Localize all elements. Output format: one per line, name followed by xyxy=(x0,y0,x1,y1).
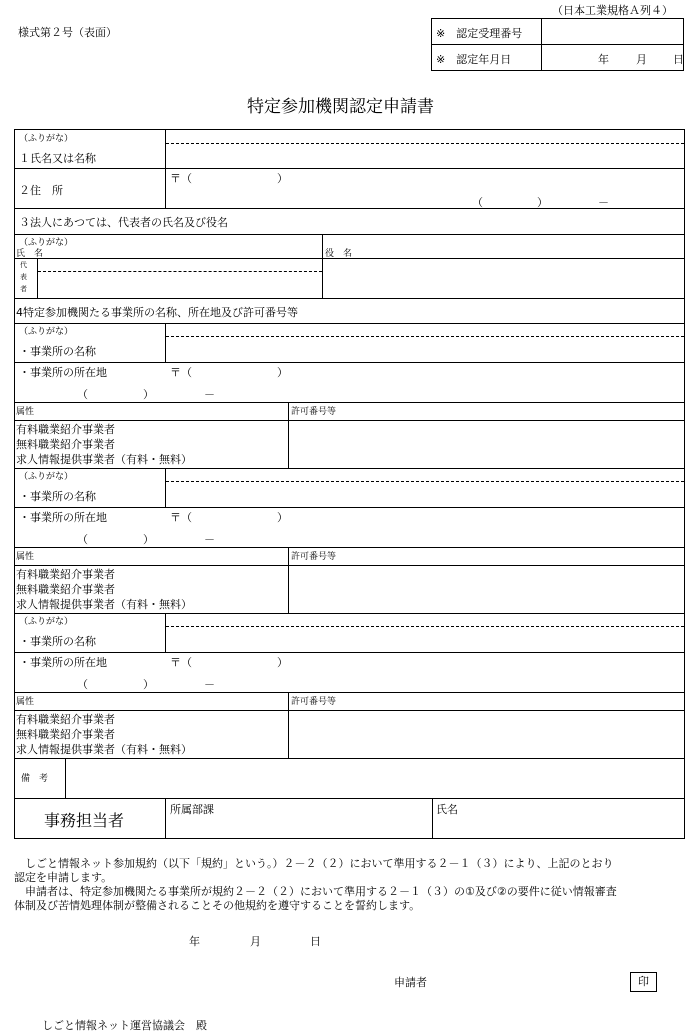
attribute-option-free[interactable]: 無料職業紹介事業者 xyxy=(16,583,115,596)
divider xyxy=(14,323,685,324)
divider xyxy=(288,402,289,468)
divider xyxy=(14,468,685,469)
postal-mark: 〒（ xyxy=(170,511,192,524)
corp-representative-label: ３法人にあつては、代表者の氏名及び役名 xyxy=(19,216,228,229)
divider xyxy=(14,208,685,209)
attribute-option-paid[interactable]: 有料職業紹介事業者 xyxy=(16,713,115,726)
tel-dash: － xyxy=(204,678,215,691)
representative-vertical-label xyxy=(20,259,30,295)
divider xyxy=(14,168,685,169)
divider xyxy=(14,362,685,363)
divider xyxy=(288,692,289,758)
permit-number-label: 許可番号等 xyxy=(291,697,337,707)
tel-open: （ xyxy=(77,533,88,546)
divider xyxy=(14,258,685,259)
divider xyxy=(37,258,38,298)
receipt-number-label: ※ 認定受理番号 xyxy=(436,27,523,40)
permit-number-field[interactable] xyxy=(291,567,682,611)
divider xyxy=(14,547,685,548)
divider xyxy=(431,44,684,45)
divider xyxy=(165,323,166,362)
receipt-number-field[interactable] xyxy=(545,20,681,42)
attribute-option-free[interactable]: 無料職業紹介事業者 xyxy=(16,728,115,741)
rep-char: 代 xyxy=(20,261,27,269)
divider xyxy=(14,402,685,403)
rep-name-label: 氏 名 xyxy=(16,249,44,259)
divider xyxy=(14,652,685,653)
declaration-para1-line1: しごと情報ネット参加規約（以下「規約」という。）２－２（２）において準用する２－１（３）により、上記のとおり xyxy=(14,857,614,870)
divider xyxy=(165,798,166,838)
divider xyxy=(165,468,166,507)
attribute-option-free[interactable]: 無料職業紹介事業者 xyxy=(16,438,115,451)
department-field[interactable] xyxy=(168,816,430,836)
tel-close: ） xyxy=(143,678,154,691)
divider xyxy=(288,547,289,613)
divider xyxy=(14,758,685,759)
sign-month-label: 月 xyxy=(250,935,261,948)
remarks-field[interactable] xyxy=(68,760,682,796)
attribute-label: 属性 xyxy=(16,407,35,417)
address-label: ２住 所 xyxy=(19,184,63,197)
postal-mark: 〒（ xyxy=(170,656,192,669)
rep-title-field[interactable] xyxy=(325,260,682,296)
furigana-label: （ふりがな） xyxy=(19,134,74,144)
office-name-label: ・事業所の名称 xyxy=(19,635,96,648)
section4-label: 4特定参加機関たる事業所の名称、所在地及び許可番号等 xyxy=(16,306,298,319)
form-number: 様式第２号（表面） xyxy=(18,26,117,39)
office-location-label: ・事業所の所在地 xyxy=(19,366,107,379)
postal-close: ） xyxy=(277,511,288,524)
divider xyxy=(432,798,433,838)
divider xyxy=(14,798,685,799)
addressee: しごと情報ネット運営協議会 殿 xyxy=(42,1019,207,1032)
attribute-option-job-info[interactable]: 求人情報提供事業者（有料・無料） xyxy=(16,598,192,611)
name-label: １氏名又は名称 xyxy=(19,152,96,165)
remarks-label: 備 考 xyxy=(21,774,49,784)
tel-open: （ xyxy=(77,678,88,691)
rep-name-field[interactable] xyxy=(40,260,320,296)
furigana-label: （ふりがな） xyxy=(19,238,74,248)
office-name-field[interactable] xyxy=(168,615,682,650)
declaration-para2-line2: 体制及び苦情処理体制が整備されることその他規約を遵守することを誓約します。 xyxy=(14,899,421,912)
office-location-label: ・事業所の所在地 xyxy=(19,511,107,524)
divider xyxy=(165,168,166,208)
office-name-field[interactable] xyxy=(168,470,682,505)
office-location-field[interactable] xyxy=(110,509,680,545)
divider xyxy=(541,18,542,71)
applicant-label: 申請者 xyxy=(394,976,427,989)
attribute-label: 属性 xyxy=(16,697,35,707)
paper-standard: （日本工業規格Ａ列４） xyxy=(552,4,673,17)
seal-box: 印 xyxy=(630,972,657,992)
divider xyxy=(165,129,166,168)
tel-open: （ xyxy=(77,388,88,401)
permit-number-label: 許可番号等 xyxy=(291,552,337,562)
applicant-field[interactable] xyxy=(440,970,620,990)
divider xyxy=(165,613,166,652)
postal-close: ） xyxy=(277,366,288,379)
permit-number-field[interactable] xyxy=(291,422,682,466)
approval-year-label: 年 xyxy=(598,53,609,66)
tel-dash: － xyxy=(598,196,609,209)
rep-char: 者 xyxy=(20,285,27,293)
divider xyxy=(14,298,685,299)
attribute-label: 属性 xyxy=(16,552,35,562)
tel-open: （ xyxy=(472,196,483,209)
furigana-label: （ふりがな） xyxy=(19,472,74,482)
declaration-para2-line1: 申請者は、特定参加機関たる事業所が規約２－２（２）において準用する２－１（３）の①及び②の要件に従い情報審査 xyxy=(14,885,617,898)
contact-name-label: 氏名 xyxy=(436,803,458,816)
rep-char: 表 xyxy=(20,273,27,281)
sign-year-label: 年 xyxy=(189,935,200,948)
sign-day-label: 日 xyxy=(310,935,321,948)
divider xyxy=(14,234,685,235)
attribute-option-job-info[interactable]: 求人情報提供事業者（有料・無料） xyxy=(16,453,192,466)
furigana-label: （ふりがな） xyxy=(19,617,74,627)
divider xyxy=(322,234,323,298)
office-location-label: ・事業所の所在地 xyxy=(19,656,107,669)
approval-month-label: 月 xyxy=(636,53,647,66)
contact-name-field[interactable] xyxy=(435,816,682,836)
attribute-option-job-info[interactable]: 求人情報提供事業者（有料・無料） xyxy=(16,743,192,756)
postal-mark: 〒（ xyxy=(170,172,192,185)
office-location-field[interactable] xyxy=(110,654,680,690)
postal-close: ） xyxy=(277,172,288,185)
divider xyxy=(65,758,66,798)
approval-day-label: 日 xyxy=(673,53,684,66)
permit-number-label: 許可番号等 xyxy=(291,407,337,417)
divider xyxy=(14,692,685,693)
approval-date-label: ※ 認定年月日 xyxy=(436,53,512,66)
office-name-label: ・事業所の名称 xyxy=(19,345,96,358)
rep-title-label: 役 名 xyxy=(325,249,353,259)
attribute-option-paid[interactable]: 有料職業紹介事業者 xyxy=(16,423,115,436)
office-name-label: ・事業所の名称 xyxy=(19,490,96,503)
divider xyxy=(14,565,685,566)
contact-person-label: 事務担当者 xyxy=(44,811,125,830)
divider xyxy=(14,613,685,614)
tel-dash: － xyxy=(204,533,215,546)
furigana-label: （ふりがな） xyxy=(19,327,74,337)
divider xyxy=(14,507,685,508)
attribute-option-paid[interactable]: 有料職業紹介事業者 xyxy=(16,568,115,581)
address-field[interactable] xyxy=(168,170,682,206)
postal-close: ） xyxy=(277,656,288,669)
divider xyxy=(14,420,685,421)
tel-close: ） xyxy=(143,533,154,546)
divider xyxy=(14,710,685,711)
tel-close: ） xyxy=(143,388,154,401)
office-location-field[interactable] xyxy=(110,364,680,400)
page-title: 特定参加機関認定申請書 xyxy=(247,97,434,117)
permit-number-field[interactable] xyxy=(291,712,682,756)
office-name-field[interactable] xyxy=(168,325,682,360)
tel-close: ） xyxy=(537,196,548,209)
declaration-para1-line2: 認定を申請します。 xyxy=(14,871,113,884)
postal-mark: 〒（ xyxy=(170,366,192,379)
tel-dash: － xyxy=(204,388,215,401)
department-label: 所属部課 xyxy=(170,803,214,816)
name-field[interactable] xyxy=(168,131,682,166)
